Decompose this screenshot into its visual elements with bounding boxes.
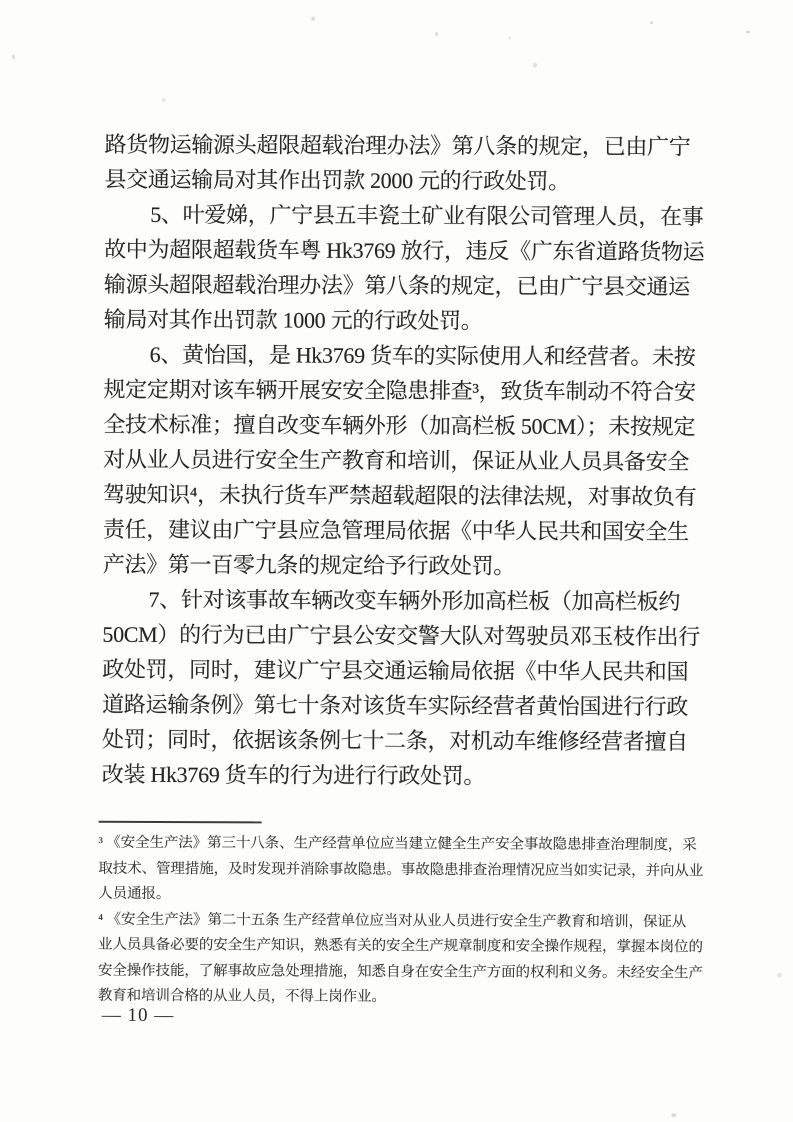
body-text-line: 道路运输条例》第七十条对该货车实际经营者黄怡国进行行政: [102, 691, 689, 720]
footnote-line: 教育和培训合格的从业人员，不得上岗作业。: [97, 987, 386, 1005]
footnotes-section: [98, 831, 719, 1012]
body-text-line: 处罚；同时，依据该条例七十二条，对机动车维修经营者擅自: [101, 726, 688, 755]
body-text-line: 政处罚，同时，建议广宁县交通运输局依据《中华人民共和国: [102, 656, 689, 685]
body-text-line: 路货物运输源头超限超载治理办法》第八条的规定，已由广宁: [104, 131, 691, 160]
footnote-line: 业人员具备必要的安全生产知识，熟悉有关的安全生产规章制度和安全操作规程，掌握本岗位的: [98, 936, 703, 956]
body-text-line: 50CM）的行为已由广宁县公安交警大队对驾驶员邓玉枝作出行: [102, 621, 701, 650]
body-text-line: 责任，建议由广宁县应急管理局依据《中华人民共和国安全生: [102, 516, 689, 545]
scan-speck: [671, 1113, 676, 1117]
scan-speck: [435, 32, 438, 36]
footnote-line: ⁴ 《安全生产法》第二十五条 生产经营单位应当对从业人员进行安全生产教育和培训，保证从: [98, 911, 687, 930]
body-text-line: 全技术标准；擅自改变车辆外形（加高栏板 50CM）；未按规定: [103, 411, 696, 440]
body-text-line: 改装 Hk3769 货车的行为进行行政处罚。: [101, 761, 486, 789]
scan-speck: [746, 31, 750, 34]
footnote-line: 安全操作技能，了解事故应急处理措施，知悉自身在安全生产方面的权利和义务。未经安全生产: [97, 962, 703, 981]
body-text-line: 驾驶知识⁴，未执行货车严禁超载超限的法律法规，对事故负有: [102, 481, 697, 510]
body-text-line: 县交通运输局对其作出罚款 2000 元的行政处罚。: [104, 166, 570, 194]
body-text-line: 故中为超限超载货车粤 Hk3769 放行，违反《广东省道路货物运: [104, 236, 705, 265]
scan-speck: [650, 21, 653, 24]
body-text-line: 规定定期对该车辆开展安安全隐患排查³，致货车制动不符合安: [103, 376, 696, 405]
scan-speck: [162, 98, 166, 102]
body-text-line: 5、叶爱娣，广宁县五丰瓷土矿业有限公司管理人员，在事: [150, 201, 704, 230]
scan-speck: [311, 17, 315, 21]
body-text-line: 7、针对该事故车辆改变车辆外形加高栏板（加高栏板约: [148, 586, 681, 615]
scan-speck: [508, 36, 511, 39]
scan-speck: [12, 54, 15, 59]
page-number: — 10 —: [101, 1004, 175, 1027]
footnote-separator-rule: [99, 821, 262, 824]
body-text-line: 输源头超限超载治理办法》第八条的规定，已由广宁县交通运: [103, 271, 690, 300]
document-body-text: [102, 127, 705, 795]
footnote-line: 人员通报。: [98, 885, 171, 903]
footnote-line: 取技术、管理措施，及时发现并消除事故隐患。事故隐患排查治理情况应当如实记录，并向从业: [98, 860, 704, 879]
body-text-line: 产法》第一百零九条的规定给予行政处罚。: [102, 551, 516, 579]
footnote-line: ³ 《安全生产法》第三十八条、生产经营单位应当建立健全生产安全事故隐患排查治理制度，采: [98, 834, 697, 854]
scan-speck: [777, 973, 782, 978]
body-text-line: 对从业人员进行安全生产教育和培训，保证从业人员具备安全: [103, 446, 690, 475]
body-text-line: 6、黄怡国，是 Hk3769 货车的实际使用人和经营者。未按: [149, 341, 696, 370]
scan-speck: [533, 63, 537, 68]
body-text-line: 输局对其作出罚款 1000 元的行政处罚。: [103, 306, 483, 334]
